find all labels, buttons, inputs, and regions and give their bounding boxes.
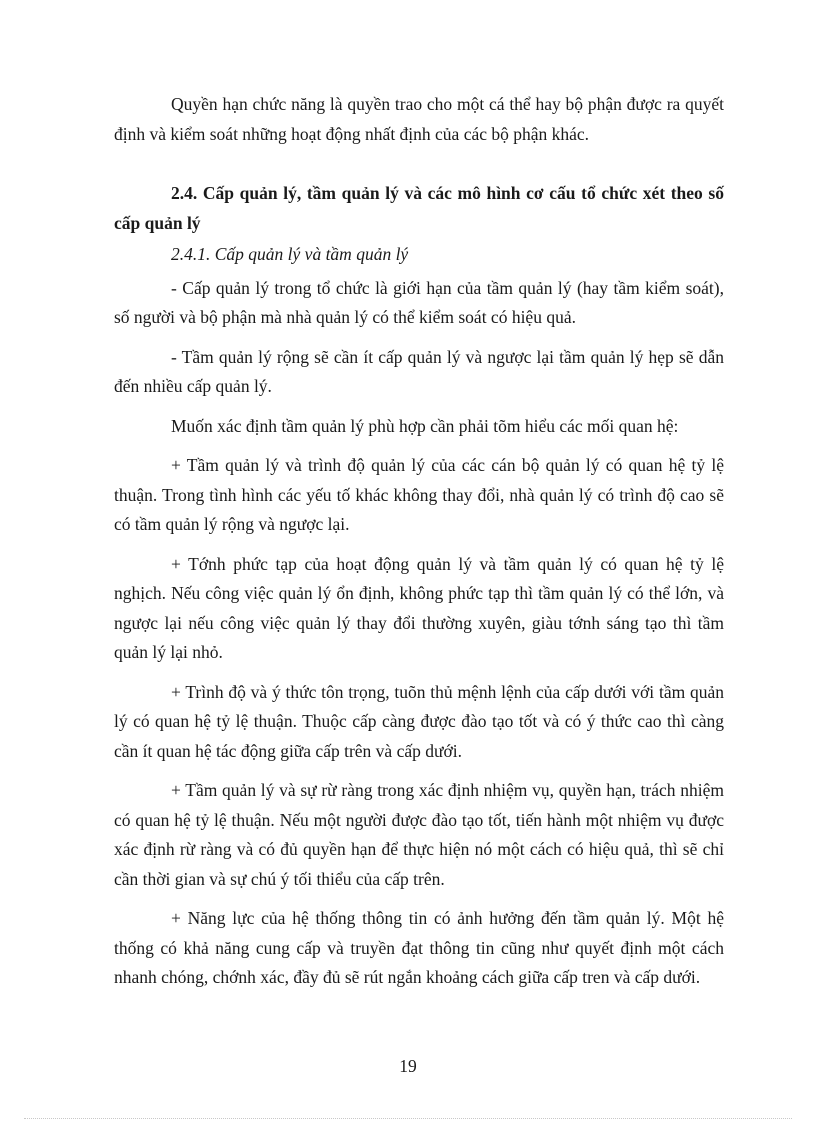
subsection-heading: 2.4.1. Cấp quản lý và tầm quản lý — [171, 244, 409, 264]
paragraph-information-system: + Năng lực của hệ thống thông tin có ảnh hưởng đến tầm quản lý. Một hệ thống có khả năng cung cấp và truyền đạt thông tin cũng như quyết định một cách nhanh chóng, chớnh xác, đầy đủ sẽ rút ngắn khoảng cách giữa cấp tren và cấp dưới. — [114, 908, 724, 987]
paragraph-competence: + Tầm quản lý và trình độ quản lý của các cán bộ quản lý có quan hệ tỷ lệ thuận. Trong tình hình các yếu tố khác không thay đổi, nhà quản lý có trình độ cao sẽ có tầm quản lý rộng và ngược lại. — [114, 455, 724, 534]
page-number: 19 — [399, 1056, 417, 1076]
paragraph-functional-authority: Quyền hạn chức năng là quyền trao cho một cá thể hay bộ phận được ra quyết định và kiểm soát những hoạt động nhất định của các bộ phận khác. — [114, 94, 724, 144]
paragraph-subordinate-discipline: + Trình độ và ý thức tôn trọng, tuõn thủ mệnh lệnh của cấp dưới với tầm quản lý có quan hệ tỷ lệ thuận. Thuộc cấp càng được đào tạo tốt và có ý thức cao thì càng cần ít quan hệ tác động giữa cấp trên và cấp dưới. — [114, 681, 724, 761]
paragraph-relationships-intro: Muốn xác định tầm quản lý phù hợp cần phải tõm hiểu các mối quan hệ: — [171, 415, 679, 436]
paragraph-management-level: - Cấp quản lý trong tổ chức là giới hạn của tầm quản lý (hay tầm kiểm soát), số người và bộ phận mà nhà quản lý có thể kiểm soát có hiệu quả. — [114, 277, 724, 327]
footer-divider — [24, 1118, 792, 1119]
section-heading: 2.4. Cấp quản lý, tầm quản lý và các mô hình cơ cấu tổ chức xét theo số cấp quản lý — [114, 183, 724, 233]
document-page — [114, 90, 724, 1003]
paragraph-complexity: + Tớnh phức tạp của hoạt động quản lý và tầm quản lý có quan hệ tỷ lệ nghịch. Nếu công việc quản lý ổn định, không phức tạp thì tầm quản lý có thể lớn, và ngược lại nếu công việc quản lý thay đổi thường xuyên, giàu tớnh sáng tạo thì tầm quản lý lại nhỏ. — [114, 553, 724, 662]
paragraph-clarity: + Tầm quản lý và sự rừ ràng trong xác định nhiệm vụ, quyền hạn, trách nhiệm có quan hệ tỷ lệ thuận. Nếu một người được đào tạo tốt, tiến hành một nhiệm vụ được xác định rừ ràng và có đủ quyền hạn để thực hiện nó một cách có hiệu quả, thì sẽ chỉ cần thời gian và sự chú ý tối thiểu của cấp trên. — [114, 780, 724, 889]
paragraph-wide-span: - Tầm quản lý rộng sẽ cần ít cấp quản lý và ngược lại tầm quản lý hẹp sẽ dẫn đến nhiều cấp quản lý. — [114, 346, 724, 396]
